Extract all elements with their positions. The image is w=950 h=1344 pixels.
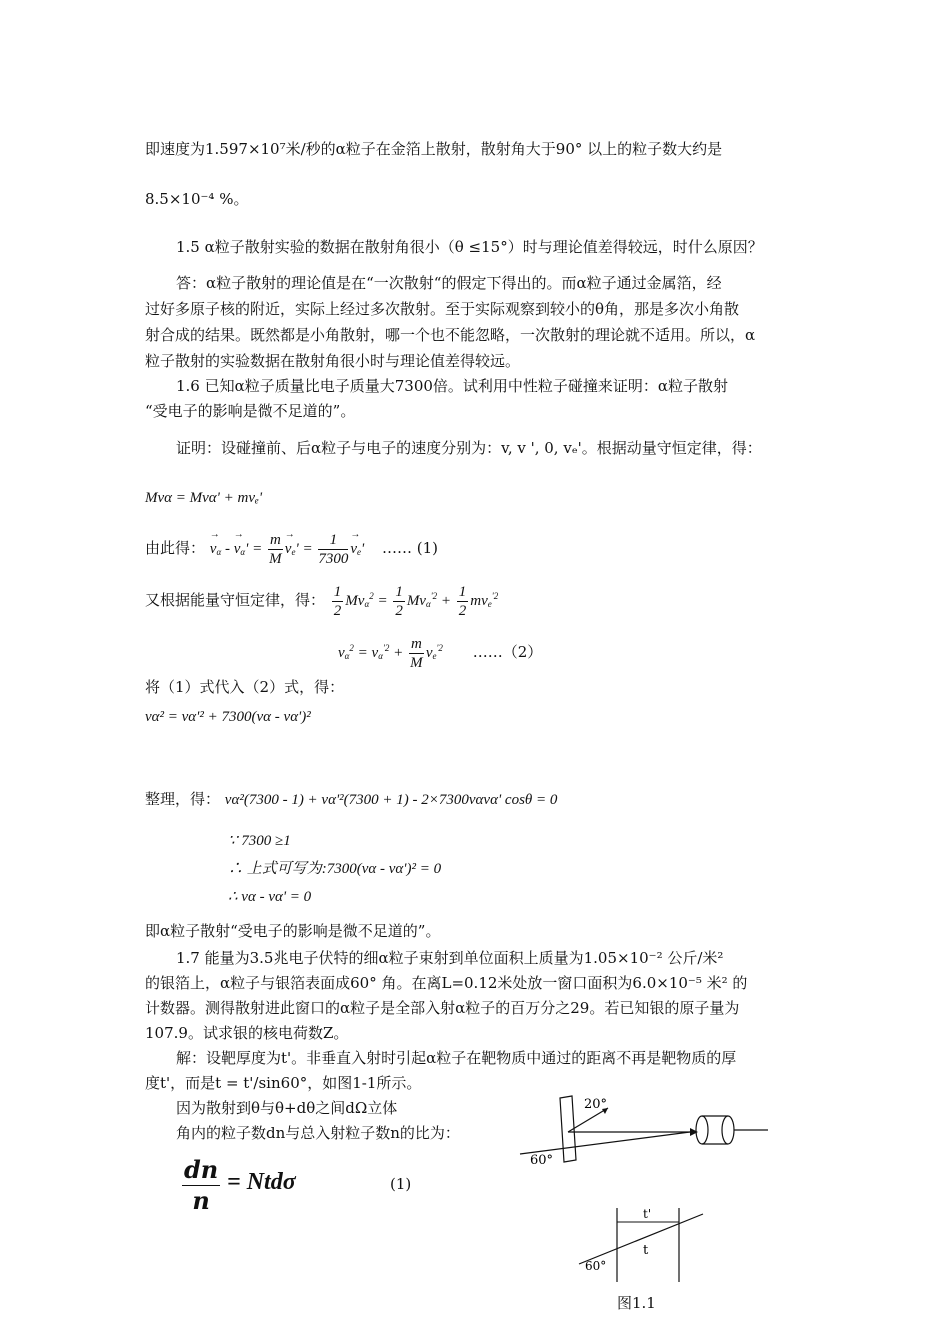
equation-final-row bbox=[180, 1152, 296, 1215]
answer-1-5-line-4: 粒子散射的实验数据在散射角很小时与理论值差得较远。 bbox=[145, 352, 521, 370]
question-1-7-line-1: 1.7 能量为3.5兆电子伏特的细α粒子束射到单位面积上质量为1.05×10⁻² 公斤/米² bbox=[176, 949, 724, 967]
equation-final-rhs: = Ntdσ bbox=[227, 1169, 296, 1195]
answer-1-5-line-2: 过好多原子核的附近，实际上经过多次散射。至于实际观察到较小的θ角，那是多次小角散 bbox=[145, 300, 740, 318]
equation-1-formula: → $v_\alpha$ - → $v_\alpha'$ = $\frac{m}{M}$ → $v_e'$ = $\frac{1}{7300}$ → $v_e'$ bbox=[210, 541, 368, 557]
equation-energy: $\frac{1}{2}$ $Mv_\alpha^2$ = $\frac{1}{2}$ $Mv_\alpha^{'2}$ + $\frac{1}{2}$ $mv_e^{'2}$ bbox=[333, 584, 499, 620]
question-1-7-line-4: 107.9。试求银的核电荷数Z。 bbox=[145, 1024, 349, 1042]
therefore-line-2: ∴ vα - vα' = 0 bbox=[228, 889, 312, 905]
equation-1-tag: …… (1) bbox=[381, 539, 438, 557]
answer-1-5-line-3: 射合成的结果。既然都是小角散射，哪一个也不能忽略，一次散射的理论就不适用。所以，α bbox=[145, 326, 756, 344]
question-1-6-line-1: 1.6 已知α粒子质量比电子质量大7300倍。试利用中性粒子碰撞来证明：α粒子散射 bbox=[176, 377, 729, 395]
angle-60-label: 60° bbox=[530, 1153, 554, 1168]
answer-1-5-line-1: 答：α粒子散射的理论值是在“一次散射“的假定下得出的。而α粒子通过金属箔，经 bbox=[176, 274, 722, 292]
ratio-text: 角内的粒子数dn与总入射粒子数n的比为： bbox=[176, 1124, 460, 1142]
t-prime-label: t' bbox=[643, 1207, 652, 1221]
equation-momentum: Mvα = Mvα' + mvₑ' bbox=[145, 490, 263, 506]
question-1-7-line-2: 的银箔上，α粒子与银箔表面成60° 角。在离L=0.12米处放一窗口面积为6.0×10⁻⁵ 米² 的 bbox=[145, 974, 748, 992]
equation-2-tag: ……（2） bbox=[472, 643, 543, 661]
equation-2-formula: $v_\alpha^2 = v_\alpha^{'2}$ + $\frac{m}{M}$ $v_e^{'2}$ bbox=[338, 636, 443, 672]
scatter-text: 因为散射到θ与θ+dθ之间dΩ立体 bbox=[176, 1099, 398, 1117]
energy-intro: 又根据能量守恒定律，得： bbox=[145, 591, 326, 609]
detector-front bbox=[696, 1116, 708, 1144]
figure-caption: 图1.1 bbox=[617, 1294, 656, 1312]
thickness-diagram bbox=[575, 1200, 715, 1290]
therefore-line-1: ∴ 上式可写为:7300(vα - vα')² = 0 bbox=[228, 861, 442, 877]
equation-1-row bbox=[145, 528, 438, 568]
arrange-row bbox=[145, 788, 557, 811]
question-1-6-line-2: “受电子的影响是微不足道的”。 bbox=[145, 402, 356, 420]
equation-final-tag: (1) bbox=[390, 1175, 412, 1193]
angle-60-label-bottom: 60° bbox=[585, 1259, 607, 1273]
angle-20-label: 20° bbox=[584, 1097, 608, 1112]
solution-line-1: 解：设靶厚度为t'。非垂直入射时引起α粒子在靶物质中通过的距离不再是靶物质的厚 bbox=[176, 1049, 737, 1067]
incident-beam-line bbox=[520, 1132, 690, 1154]
text-line-speed: 即速度为1.597×10⁷米/秒的α粒子在金箔上散射，散射角大于90° 以上的粒子数大约是 bbox=[145, 140, 723, 158]
arrange-label: 整理，得： bbox=[145, 790, 221, 808]
scattering-diagram bbox=[510, 1088, 780, 1178]
equation-final-fraction: $\frac{dn}{n}$ bbox=[184, 1154, 219, 1215]
because-line: ∵ 7300 ≥1 bbox=[228, 833, 291, 849]
solution-line-2: 度t'，而是t = t'/sin60°，如图1-1所示。 bbox=[145, 1074, 422, 1092]
detector-back bbox=[722, 1116, 734, 1144]
proof-intro: 证明：设碰撞前、后α粒子与电子的速度分别为：v, v ', 0, vₑ'。根据动量守恒定律，得： bbox=[176, 439, 762, 457]
from-this-label: 由此得： bbox=[145, 539, 206, 557]
question-1-7-line-3: 计数器。测得散射进此窗口的α粒子是全部入射α粒子的百万分之29。若已知银的原子量为 bbox=[145, 999, 740, 1017]
conclusion: 即α粒子散射“受电子的影响是微不足道的”。 bbox=[145, 922, 441, 940]
equation-2-row bbox=[338, 630, 542, 674]
substitute-text: 将（1）式代入（2）式，得： bbox=[145, 678, 345, 696]
text-line-result: 8.5×10⁻⁴ %。 bbox=[145, 190, 249, 208]
equation-arranged: vα²(7300 - 1) + vα'²(7300 + 1) - 2×7300vαvα' cosθ = 0 bbox=[224, 792, 558, 808]
equation-substituted: vα² = vα'² + 7300(vα - vα')² bbox=[145, 709, 311, 725]
energy-row bbox=[145, 578, 498, 622]
t-label: t bbox=[643, 1243, 649, 1258]
question-1-5: 1.5 α粒子散射实验的数据在散射角很小（θ ≤15°）时与理论值差得较远，时什么原因？ bbox=[176, 238, 763, 256]
